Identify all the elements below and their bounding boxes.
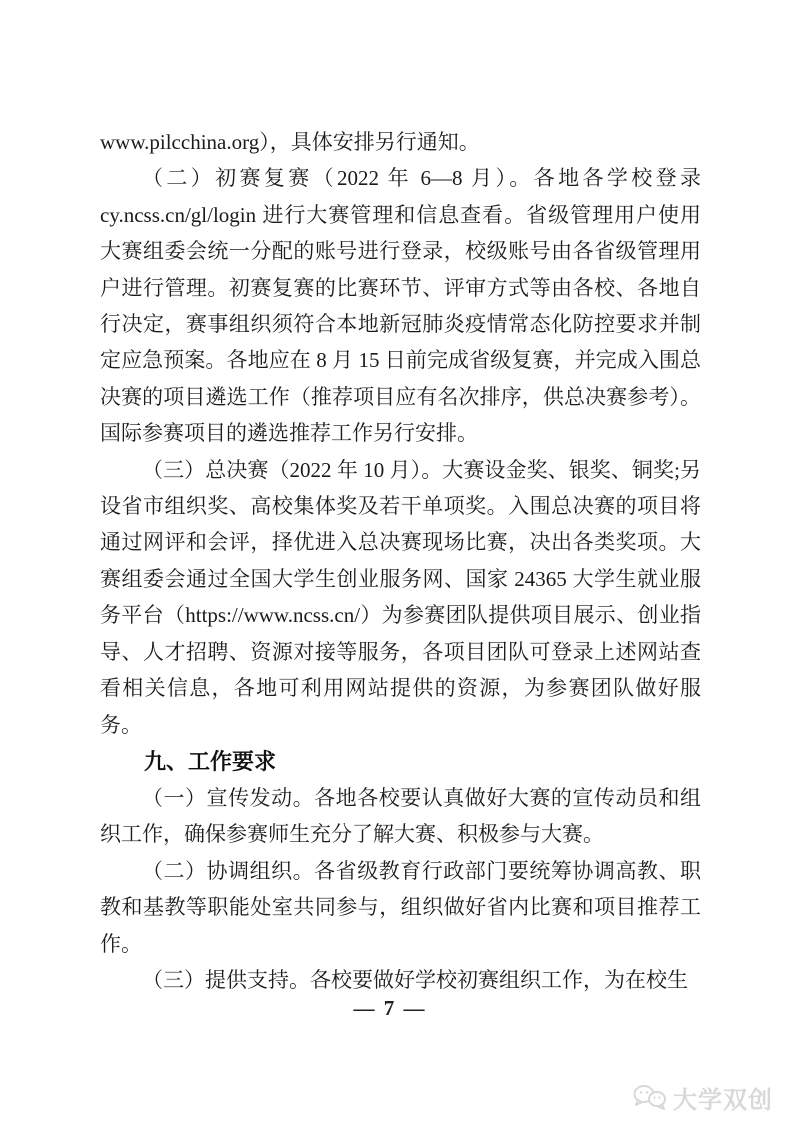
watermark [633, 1080, 773, 1115]
body-paragraph-support-cutoff: （三）提供支持。各校要做好学校初赛组织工作，为在校生 [142, 967, 688, 992]
body-paragraph-preliminary-round: （二）初赛复赛（2022 年 6—8 月）。各地各学校登录 cy.ncss.cn/gl/login 进行大赛管理和信息查看。省级管理用户使用大赛组委会统一分配的账号进行登录，校级账号由各省级管理用户进行管理。初赛复赛的比赛环节、评审方式等由各校、各地自行决定，赛事组织须符合本地新冠肺炎疫情常态化防控要求并制定应急预案。各地应在 8 月 15 日前完成省级复赛，并完成入围总决赛的项目遴选工作（推荐项目应有名次排序，供总决赛参考）。国际参赛项目的遴选推荐工作另行安排。 [100, 166, 701, 446]
wechat-icon [633, 1084, 667, 1112]
body-paragraph-publicity: （一）宣传发动。各地各校要认真做好大赛的宣传动员和组织工作，确保参赛师生充分了解大赛、积极参与大赛。 [100, 785, 701, 847]
body-paragraph-coordination: （二）协调组织。各省级教育行政部门要统筹协调高教、职教和基教等职能处室共同参与，组织做好省内比赛和项目推荐工作。 [100, 858, 701, 956]
body-paragraph-continuation: www.pilcchina.org），具体安排另行通知。 [100, 130, 480, 154]
page-number: — 7 — [353, 996, 427, 1020]
document-body [100, 124, 701, 998]
watermark-label: 大学双创 [673, 1087, 773, 1114]
body-paragraph-finals: （三）总决赛（2022 年 10 月）。大赛设金奖、银奖、铜奖;另设省市组织奖、高校集体奖及若干单项奖。入围总决赛的项目将通过网评和会评，择优进入总决赛现场比赛，决出各类奖项。大赛组委会通过全国大学生创业服务网、国家 24365 大学生就业服务平台（https://www.ncss.cn/）为参赛团队提供项目展示、创业指导、人才招聘、资源对接等服务，各项目团队可登录上述网站查看相关信息，各地可利用网站提供的资源，为参赛团队做好服务。 [100, 457, 701, 737]
section-heading-work-requirements: 九、工作要求 [144, 748, 277, 774]
